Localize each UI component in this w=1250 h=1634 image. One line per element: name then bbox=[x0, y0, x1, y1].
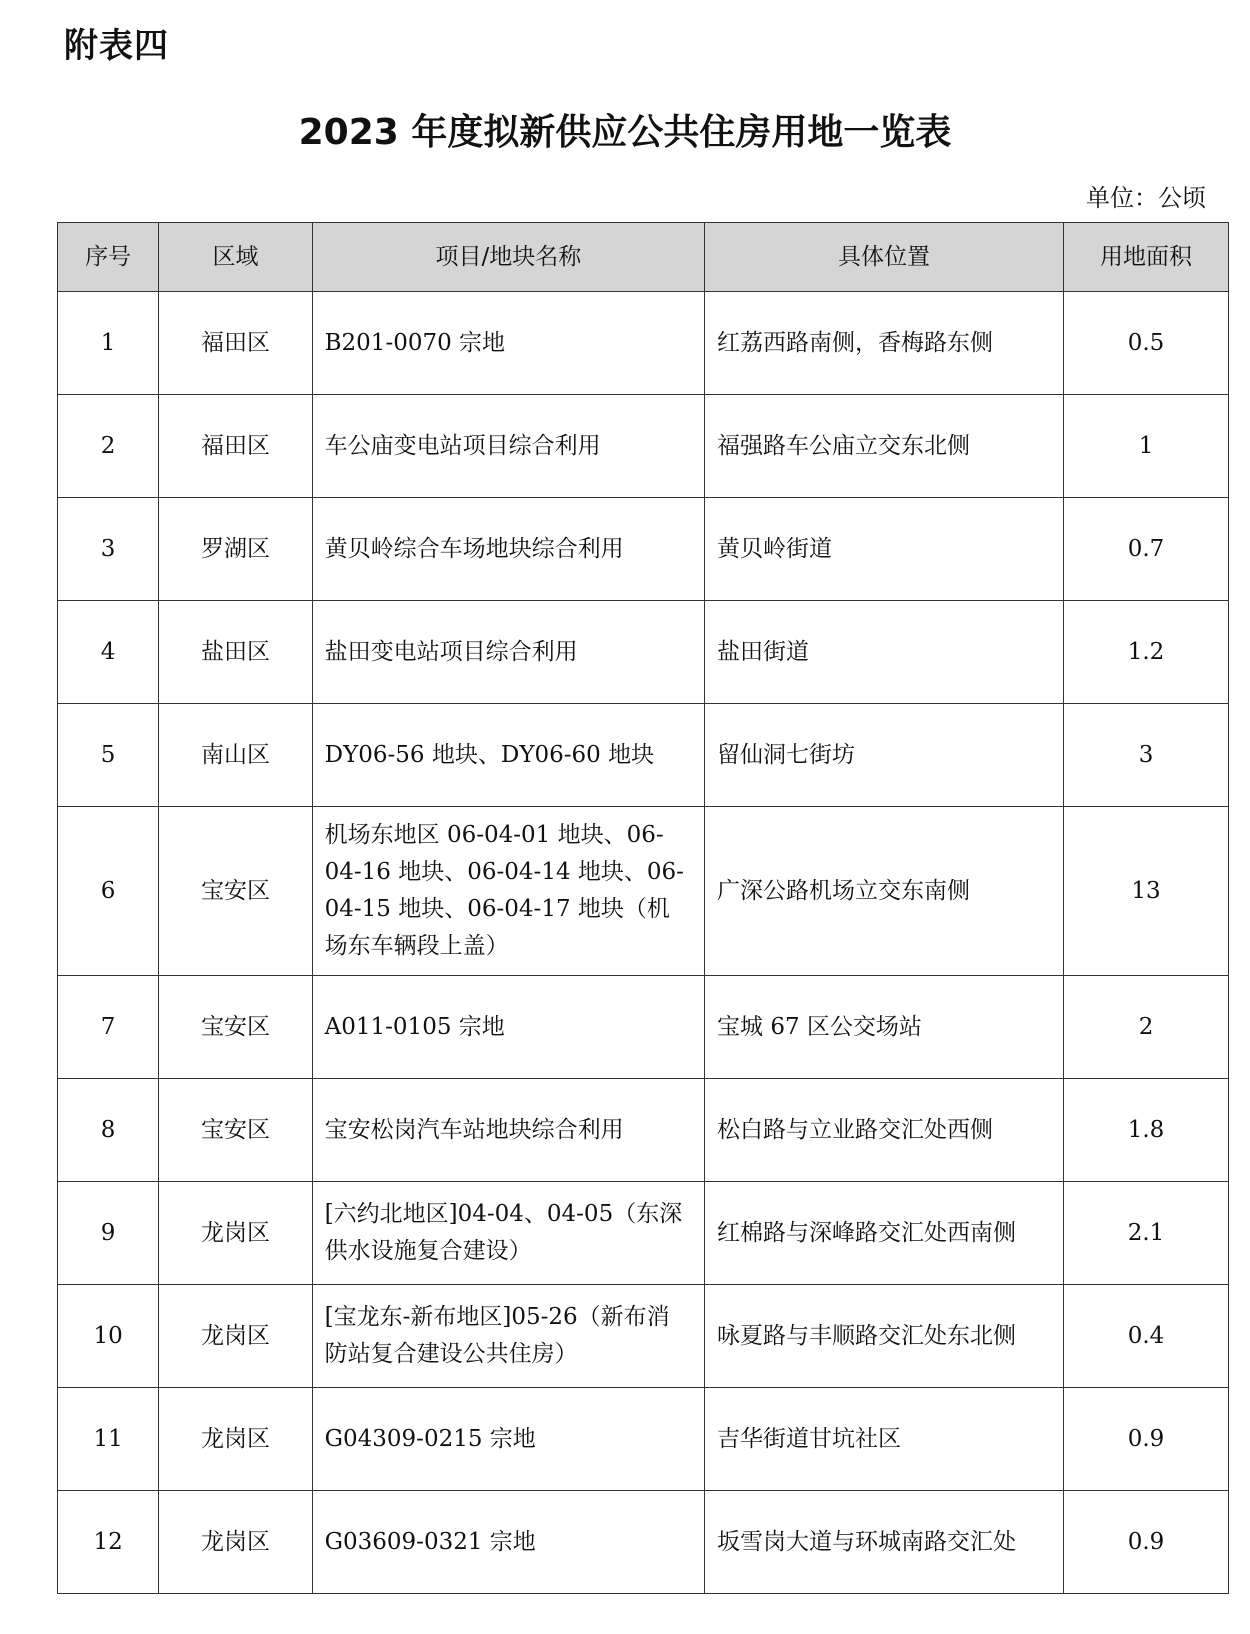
cell-area: 0.7 bbox=[1064, 498, 1229, 601]
cell-location: 吉华街道甘坑社区 bbox=[705, 1388, 1064, 1491]
cell-area: 0.9 bbox=[1064, 1388, 1229, 1491]
header-area: 用地面积 bbox=[1064, 223, 1229, 292]
cell-location: 黄贝岭街道 bbox=[705, 498, 1064, 601]
table-row bbox=[58, 1182, 1229, 1285]
header-district: 区域 bbox=[159, 223, 312, 292]
cell-project: [宝龙东-新布地区]05-26（新布消防站复合建设公共住房） bbox=[312, 1285, 704, 1388]
cell-district: 南山区 bbox=[159, 704, 312, 807]
table-row bbox=[58, 976, 1229, 1079]
cell-location: 坂雪岗大道与环城南路交汇处 bbox=[705, 1491, 1064, 1594]
cell-location: 留仙洞七街坊 bbox=[705, 704, 1064, 807]
cell-area: 1.8 bbox=[1064, 1079, 1229, 1182]
cell-index: 10 bbox=[58, 1285, 159, 1388]
cell-area: 13 bbox=[1064, 807, 1229, 976]
cell-index: 3 bbox=[58, 498, 159, 601]
cell-project: 盐田变电站项目综合利用 bbox=[312, 601, 704, 704]
table-row bbox=[58, 807, 1229, 976]
cell-area: 2 bbox=[1064, 976, 1229, 1079]
cell-index: 7 bbox=[58, 976, 159, 1079]
cell-project: 车公庙变电站项目综合利用 bbox=[312, 395, 704, 498]
cell-project: B201-0070 宗地 bbox=[312, 292, 704, 395]
cell-district: 龙岗区 bbox=[159, 1182, 312, 1285]
cell-area: 0.5 bbox=[1064, 292, 1229, 395]
cell-district: 福田区 bbox=[159, 395, 312, 498]
table-row bbox=[58, 601, 1229, 704]
cell-location: 广深公路机场立交东南侧 bbox=[705, 807, 1064, 976]
header-index: 序号 bbox=[58, 223, 159, 292]
header-project: 项目/地块名称 bbox=[312, 223, 704, 292]
cell-location: 松白路与立业路交汇处西侧 bbox=[705, 1079, 1064, 1182]
cell-location: 宝城 67 区公交场站 bbox=[705, 976, 1064, 1079]
cell-project: 机场东地区 06-04-01 地块、06-04-16 地块、06-04-14 地块、06-04-15 地块、06-04-17 地块（机场东车辆段上盖） bbox=[312, 807, 704, 976]
cell-area: 2.1 bbox=[1064, 1182, 1229, 1285]
cell-district: 宝安区 bbox=[159, 1079, 312, 1182]
cell-location: 盐田街道 bbox=[705, 601, 1064, 704]
cell-area: 0.4 bbox=[1064, 1285, 1229, 1388]
table-row bbox=[58, 395, 1229, 498]
cell-index: 11 bbox=[58, 1388, 159, 1491]
page-title: 2023 年度拟新供应公共住房用地一览表 bbox=[298, 112, 952, 153]
cell-project: G03609-0321 宗地 bbox=[312, 1491, 704, 1594]
cell-index: 1 bbox=[58, 292, 159, 395]
cell-project: G04309-0215 宗地 bbox=[312, 1388, 704, 1491]
cell-district: 龙岗区 bbox=[159, 1285, 312, 1388]
table-row bbox=[58, 1285, 1229, 1388]
table-header-row bbox=[58, 223, 1229, 292]
cell-project: A011-0105 宗地 bbox=[312, 976, 704, 1079]
table-row bbox=[58, 704, 1229, 807]
cell-area: 0.9 bbox=[1064, 1491, 1229, 1594]
cell-location: 红荔西路南侧，香梅路东侧 bbox=[705, 292, 1064, 395]
cell-location: 咏夏路与丰顺路交汇处东北侧 bbox=[705, 1285, 1064, 1388]
header-location: 具体位置 bbox=[705, 223, 1064, 292]
cell-index: 4 bbox=[58, 601, 159, 704]
cell-district: 盐田区 bbox=[159, 601, 312, 704]
cell-district: 罗湖区 bbox=[159, 498, 312, 601]
appendix-label: 附表四 bbox=[64, 26, 169, 66]
cell-index: 8 bbox=[58, 1079, 159, 1182]
cell-location: 福强路车公庙立交东北侧 bbox=[705, 395, 1064, 498]
table-row bbox=[58, 1491, 1229, 1594]
cell-project: [六约北地区]04-04、04-05（东深供水设施复合建设） bbox=[312, 1182, 704, 1285]
cell-district: 龙岗区 bbox=[159, 1491, 312, 1594]
cell-district: 福田区 bbox=[159, 292, 312, 395]
cell-index: 12 bbox=[58, 1491, 159, 1594]
table-row bbox=[58, 1079, 1229, 1182]
cell-district: 宝安区 bbox=[159, 976, 312, 1079]
cell-project: DY06-56 地块、DY06-60 地块 bbox=[312, 704, 704, 807]
cell-area: 3 bbox=[1064, 704, 1229, 807]
cell-project: 黄贝岭综合车场地块综合利用 bbox=[312, 498, 704, 601]
cell-location: 红棉路与深峰路交汇处西南侧 bbox=[705, 1182, 1064, 1285]
unit-note: 单位：公顷 bbox=[1086, 184, 1206, 212]
table-row bbox=[58, 1388, 1229, 1491]
cell-area: 1 bbox=[1064, 395, 1229, 498]
table-row bbox=[58, 292, 1229, 395]
table-row bbox=[58, 498, 1229, 601]
cell-index: 5 bbox=[58, 704, 159, 807]
cell-index: 6 bbox=[58, 807, 159, 976]
cell-area: 1.2 bbox=[1064, 601, 1229, 704]
land-supply-table bbox=[57, 222, 1229, 1594]
cell-project: 宝安松岗汽车站地块综合利用 bbox=[312, 1079, 704, 1182]
cell-index: 2 bbox=[58, 395, 159, 498]
cell-district: 龙岗区 bbox=[159, 1388, 312, 1491]
cell-district: 宝安区 bbox=[159, 807, 312, 976]
cell-index: 9 bbox=[58, 1182, 159, 1285]
